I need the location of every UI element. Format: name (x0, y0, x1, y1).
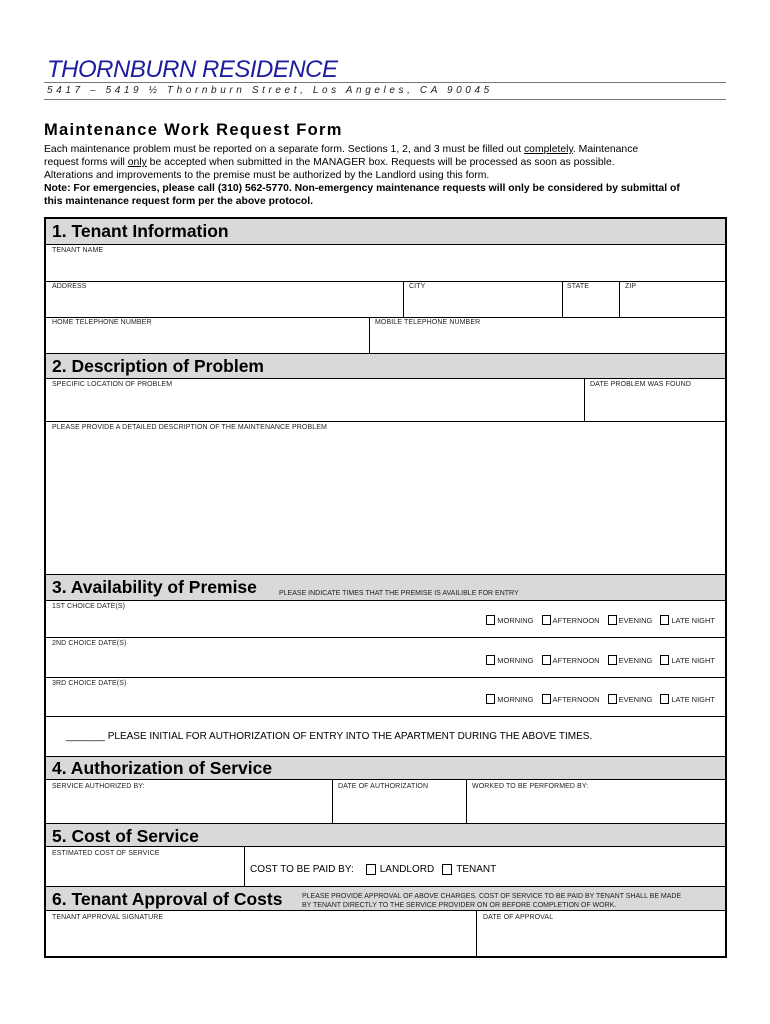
worked-by-label: WORKED TO BE PERFORMED BY: (472, 783, 589, 790)
authorization-date-label: DATE OF AUTHORIZATION (338, 783, 429, 790)
divider (46, 677, 725, 678)
choice2-options (478, 655, 715, 665)
choice1-options (478, 615, 715, 625)
mobile-phone-field[interactable] (370, 317, 725, 353)
intro-text: Each maintenance problem must be reported on a separate form. Sections 1, 2, and 3 must be filled out completely. Maintenance request forms will only be accepted when submitted in the MANAGER box. Requests will be processed as soon as possible. Alterations and improvements to the premise must be authorized by the Landlord using this form. Note: For emergencies, please call (310) 562-5770. Non-emergency maintenance requests will only be considered by submittal of this maintenance request form per the above protocol. (44, 143, 734, 208)
section-approval-header (46, 886, 725, 911)
description-field[interactable] (46, 421, 725, 574)
availability-note: PLEASE INDICATE TIMES THAT THE PREMISE IS AVAILIBLE FOR ENTRY (279, 590, 519, 597)
section-cost-header (46, 823, 725, 847)
authorized-by-field[interactable] (46, 780, 331, 823)
approval-date-field[interactable] (477, 911, 725, 956)
choice2-late-night[interactable]: LATE NIGHT (660, 655, 715, 665)
choice2-morning[interactable]: MORNING (486, 655, 533, 665)
checkbox-icon (486, 655, 495, 665)
landlord-option[interactable]: LANDLORD (379, 864, 435, 875)
tenant-option[interactable]: TENANT (456, 864, 497, 875)
header-rule-bottom (44, 99, 726, 100)
divider (46, 716, 725, 717)
choice3-late-night[interactable]: LATE NIGHT (660, 694, 715, 704)
checkbox-icon (660, 655, 669, 665)
choice1-label: 1ST CHOICE DATE(S) (52, 603, 126, 610)
emergency-note: Note: For emergencies, please call (310) 562-5770. Non-emergency maintenance requests will only be considered by submittal of this maintenance request form per the above protocol. (44, 183, 680, 207)
checkbox-icon (542, 694, 551, 704)
authorized-by-label: SERVICE AUTHORIZED BY: (52, 783, 145, 790)
choice2-evening[interactable]: EVENING (608, 655, 653, 665)
choice3-options (478, 694, 715, 704)
choice1-late-night[interactable]: LATE NIGHT (660, 615, 715, 625)
home-phone-field[interactable] (46, 317, 368, 353)
checkbox-icon (542, 655, 551, 665)
zip-field[interactable] (620, 281, 725, 317)
choice2-afternoon[interactable]: AFTERNOON (542, 655, 600, 665)
approval-note-line1: PLEASE PROVIDE APPROVAL OF ABOVE CHARGES. COST OF SERVICE TO BE PAID BY TENANT SHALL BE MADE (302, 893, 682, 900)
tenant-checkbox-icon[interactable] (442, 864, 452, 875)
checkbox-icon (660, 615, 669, 625)
checkbox-icon (608, 694, 617, 704)
date-found-label: DATE PROBLEM WAS FOUND (590, 381, 691, 388)
choice3-label: 3RD CHOICE DATE(S) (52, 680, 127, 687)
worked-by-field[interactable] (467, 780, 725, 823)
tenant-name-label: TENANT NAME (52, 247, 104, 254)
header-rule-top (44, 82, 726, 83)
choice2-label: 2ND CHOICE DATE(S) (52, 640, 127, 647)
checkbox-icon (486, 615, 495, 625)
checkbox-icon (486, 694, 495, 704)
section-authorization-heading: 4. Authorization of Service (52, 758, 273, 778)
section-tenant-heading: 1. Tenant Information (52, 221, 229, 241)
request-form (44, 217, 727, 958)
section-tenant-header (46, 219, 725, 245)
state-label: STATE (567, 283, 590, 290)
city-field[interactable] (404, 281, 561, 317)
paid-by-label: COST TO BE PAID BY: (250, 864, 354, 875)
address-field[interactable] (46, 281, 401, 317)
checkbox-icon (608, 655, 617, 665)
location-field[interactable] (46, 379, 583, 421)
signature-label: TENANT APPROVAL SIGNATURE (52, 914, 164, 921)
city-label: CITY (409, 283, 426, 290)
estimated-cost-label: ESTIMATED COST OF SERVICE (52, 850, 160, 857)
residence-address: 5417 – 5419 ½ Thornburn Street, Los Angeles, CA 90045 (47, 85, 493, 96)
choice3-afternoon[interactable]: AFTERNOON (542, 694, 600, 704)
mobile-phone-label: MOBILE TELEPHONE NUMBER (375, 319, 481, 326)
section-authorization-header (46, 756, 725, 780)
approval-note-line2: BY TENANT DIRECTLY TO THE SERVICE PROVIDER ON OR BEFORE COMPLETION OF WORK. (302, 902, 617, 909)
estimated-cost-field[interactable] (46, 847, 243, 886)
choice1-evening[interactable]: EVENING (608, 615, 653, 625)
checkbox-icon (608, 615, 617, 625)
checkbox-icon (660, 694, 669, 704)
cost-paid-by (250, 864, 496, 875)
section-cost-heading: 5. Cost of Service (52, 826, 199, 846)
divider (244, 847, 245, 886)
checkbox-icon (542, 615, 551, 625)
choice1-morning[interactable]: MORNING (486, 615, 533, 625)
tenant-name-field[interactable] (46, 245, 725, 281)
section-problem-heading: 2. Description of Problem (52, 356, 264, 376)
description-label: PLEASE PROVIDE A DETAILED DESCRIPTION OF THE MAINTENANCE PROBLEM (52, 424, 327, 431)
choice3-evening[interactable]: EVENING (608, 694, 653, 704)
initial-authorization[interactable]: _______ PLEASE INITIAL FOR AUTHORIZATION OF ENTRY INTO THE APARTMENT DURING THE ABOVE TIMES. (66, 731, 593, 742)
signature-field[interactable] (46, 911, 475, 956)
section-availability-heading: 3. Availability of Premise (52, 577, 257, 597)
authorization-date-field[interactable] (333, 780, 465, 823)
section-availability-header (46, 574, 725, 601)
zip-label: ZIP (625, 283, 637, 290)
section-problem-header (46, 353, 725, 379)
form-title: Maintenance Work Request Form (44, 121, 343, 139)
date-found-field[interactable] (585, 379, 725, 421)
home-phone-label: HOME TELEPHONE NUMBER (52, 319, 152, 326)
section-approval-heading: 6. Tenant Approval of Costs (52, 889, 283, 909)
choice3-morning[interactable]: MORNING (486, 694, 533, 704)
divider (46, 637, 725, 638)
approval-date-label: DATE OF APPROVAL (483, 914, 554, 921)
location-label: SPECIFIC LOCATION OF PROBLEM (52, 381, 173, 388)
choice1-afternoon[interactable]: AFTERNOON (542, 615, 600, 625)
residence-title: THORNBURN RESIDENCE (47, 56, 338, 83)
address-label: ADDRESS (52, 283, 87, 290)
landlord-checkbox-icon[interactable] (366, 864, 376, 875)
state-field[interactable] (563, 281, 618, 317)
